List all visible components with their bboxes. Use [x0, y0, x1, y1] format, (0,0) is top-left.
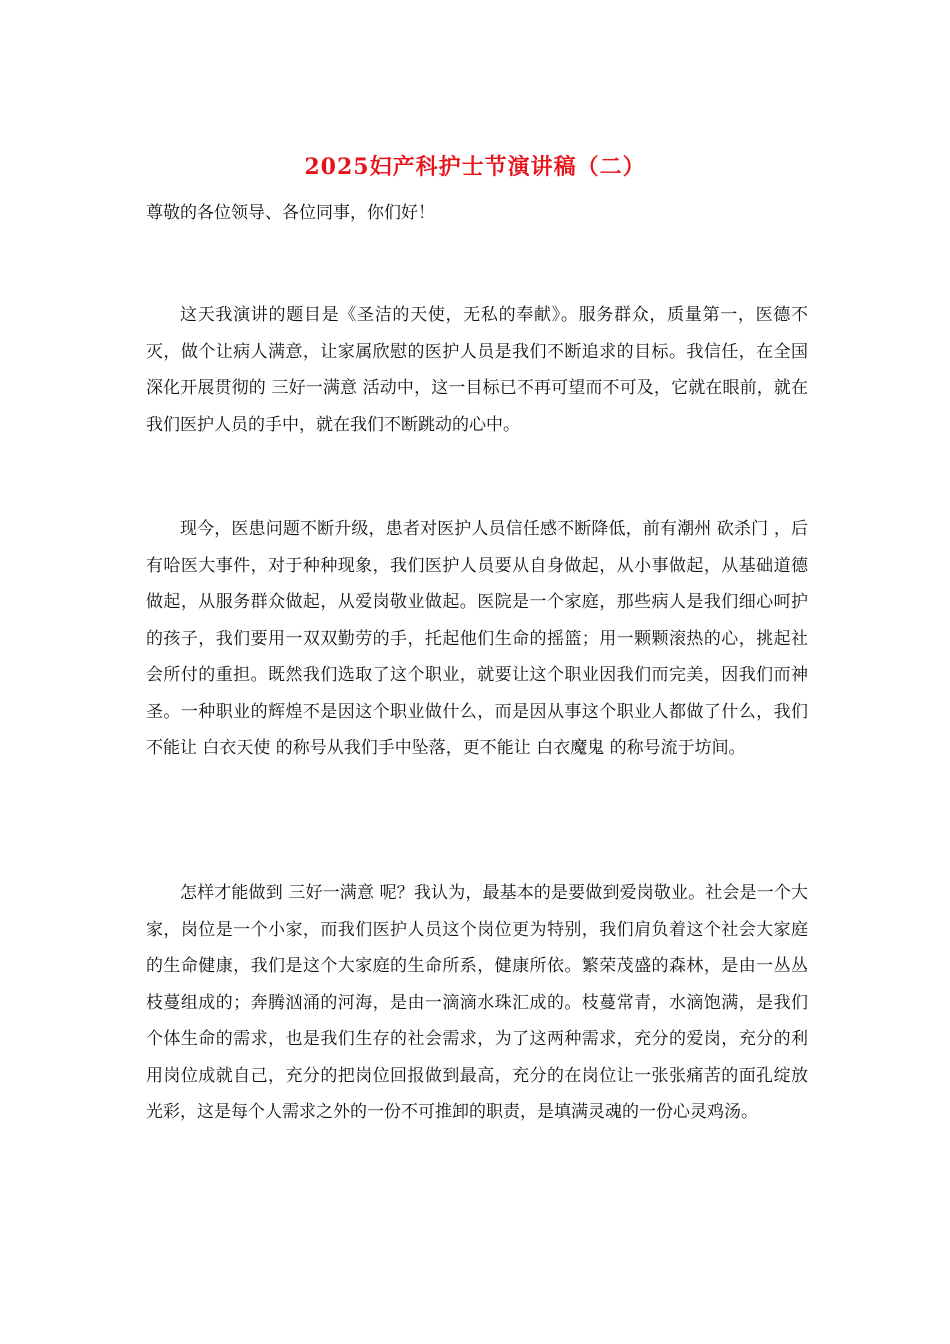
paragraph-2: 现今，医患问题不断升级，患者对医护人员信任感不断降低，前有潮州 砍杀门 ，后有哈医大事件，对于种种现象，我们医护人员要从自身做起，从小事做起，从基础道德做起，从服务群众做起，从爱岗敬业做起。医院是一个家庭，那些病人是我们细心呵护的孩子，我们要用一双双勤劳的手，托起他们生命的摇篮；用一颗颗滚热的心，挑起社会所付的重担。既然我们选取了这个职业，就要让这个职业因我们而完美，因我们而神圣。一种职业的辉煌不是因这个职业做什么，而是因从事这个职业人都做了什么，我们不能让 白衣天使 的称号从我们手中坠落，更不能让 白衣魔鬼 的称号流于坊间。: [146, 519, 808, 758]
greeting-line: 尊敬的各位领导、各位同事，你们好！: [146, 203, 435, 223]
document-title: 2025妇产科护士节演讲稿（二）: [304, 154, 646, 180]
paragraph-1: 这天我演讲的题目是《圣洁的天使，无私的奉献》。服务群众，质量第一，医德不灭，做个让病人满意，让家属欣慰的医护人员是我们不断追求的目标。我信任，在全国深化开展贯彻的 三好一满意 活动中，这一目标已不再可望而不可及，它就在眼前，就在我们医护人员的手中，就在我们不断跳动的心中。: [146, 305, 808, 435]
paragraph-3: 怎样才能做到 三好一满意 呢？我认为，最基本的是要做到爱岗敬业。社会是一个大家，岗位是一个小家，而我们医护人员这个岗位更为特别，我们肩负着这个社会大家庭的生命健康，我们是这个大家庭的生命所系，健康所依。繁荣茂盛的森林，是由一丛丛枝蔓组成的；奔腾汹涌的河海，是由一滴滴水珠汇成的。枝蔓常青，水滴饱满，是我们个体生命的需求，也是我们生存的社会需求，为了这两种需求，充分的爱岗，充分的利用岗位成就自己，充分的把岗位回报做到最高，充分的在岗位让一张张痛苦的面孔绽放光彩，这是每个人需求之外的一份不可推卸的职责，是填满灵魂的一份心灵鸡汤。: [146, 883, 808, 1122]
